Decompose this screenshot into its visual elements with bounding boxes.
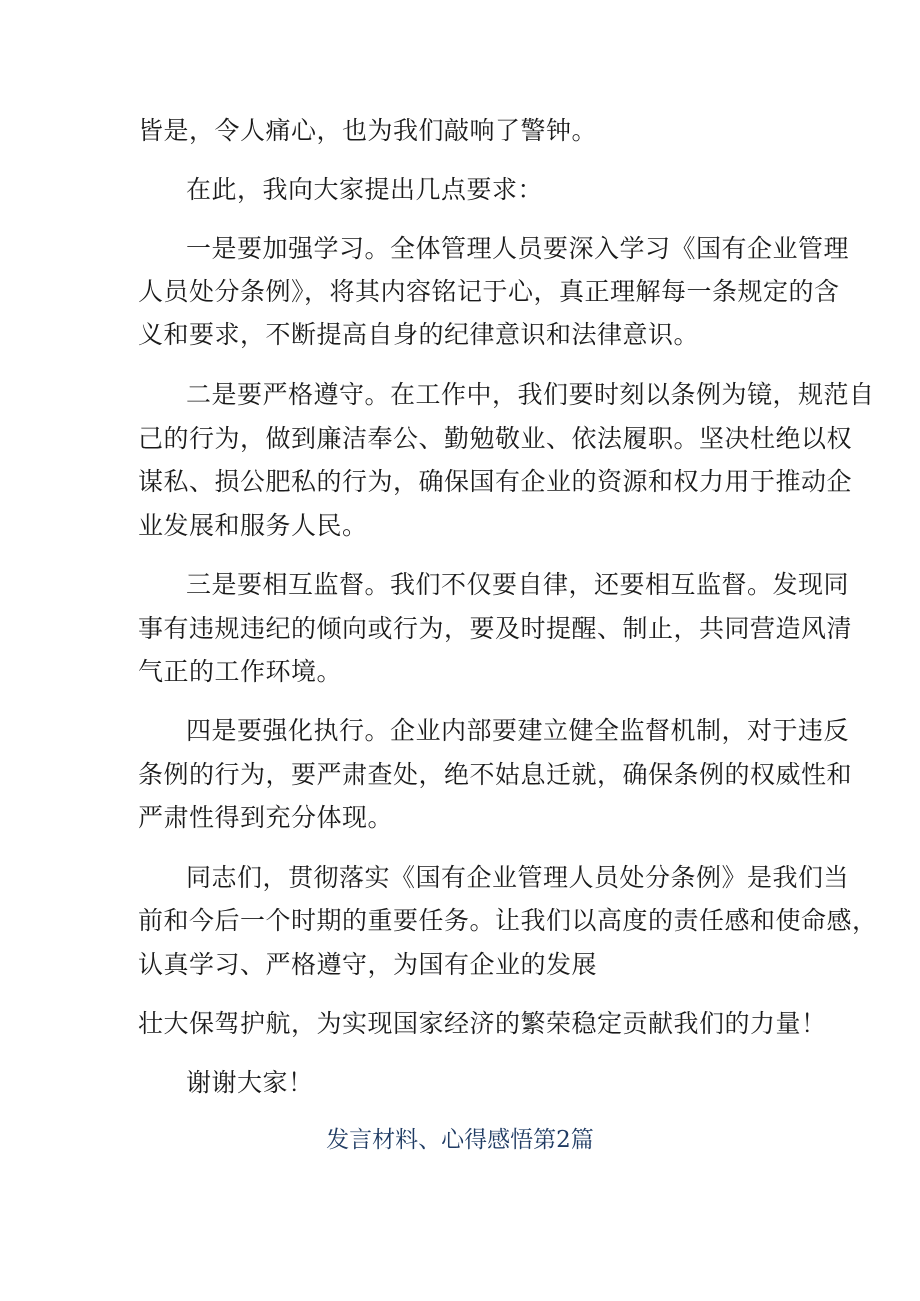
- paragraph-line: 事有违规违纪的倾向或行为，要及时提醒、制止，共同营造风清: [138, 614, 853, 643]
- paragraph-line: 四是要强化执行。企业内部要建立健全监督机制，对于违反: [186, 716, 850, 745]
- paragraph-line: 前和今后一个时期的重要任务。让我们以高度的责任感和使命感，: [138, 906, 878, 935]
- paragraph-line: 己的行为，做到廉洁奉公、勤勉敬业、依法履职。坚决杜绝以权: [138, 424, 853, 453]
- paragraph-line: 皆是，令人痛心，也为我们敲响了警钟。: [138, 116, 598, 145]
- paragraph-line: 在此，我向大家提出几点要求：: [186, 175, 544, 204]
- paragraph-line: 条例的行为，要严肃查处，绝不姑息迁就，确保条例的权威性和: [138, 760, 853, 789]
- paragraph-line: 谢谢大家！: [186, 1068, 314, 1097]
- paragraph-line: 同志们，贯彻落实《国有企业管理人员处分条例》是我们当: [186, 863, 850, 892]
- paragraph-line: 谋私、损公肥私的行为，确保国有企业的资源和权力用于推动企: [138, 467, 853, 496]
- paragraph-line: 一是要加强学习。全体管理人员要深入学习《国有企业管理: [186, 234, 850, 263]
- paragraph-line: 认真学习、严格遵守，为国有企业的发展: [138, 950, 598, 979]
- paragraph-line: 三是要相互监督。我们不仅要自律，还要相互监督。发现同: [186, 570, 850, 599]
- paragraph-line: 壮大保驾护航，为实现国家经济的繁荣稳定贡献我们的力量！: [138, 1009, 827, 1038]
- paragraph-line: 二是要严格遵守。在工作中，我们要时刻以条例为镜，规范自: [186, 380, 875, 409]
- section-heading: 发言材料、心得感悟第2篇: [326, 1127, 594, 1153]
- paragraph-line: 义和要求，不断提高自身的纪律意识和法律意识。: [138, 320, 700, 349]
- paragraph-line: 业发展和服务人民。: [138, 511, 368, 540]
- paragraph-line: 严肃性得到充分体现。: [138, 803, 394, 832]
- paragraph-line: 人员处分条例》，将其内容铭记于心，真正理解每一条规定的含: [138, 277, 840, 306]
- paragraph-line: 气正的工作环境。: [138, 657, 343, 686]
